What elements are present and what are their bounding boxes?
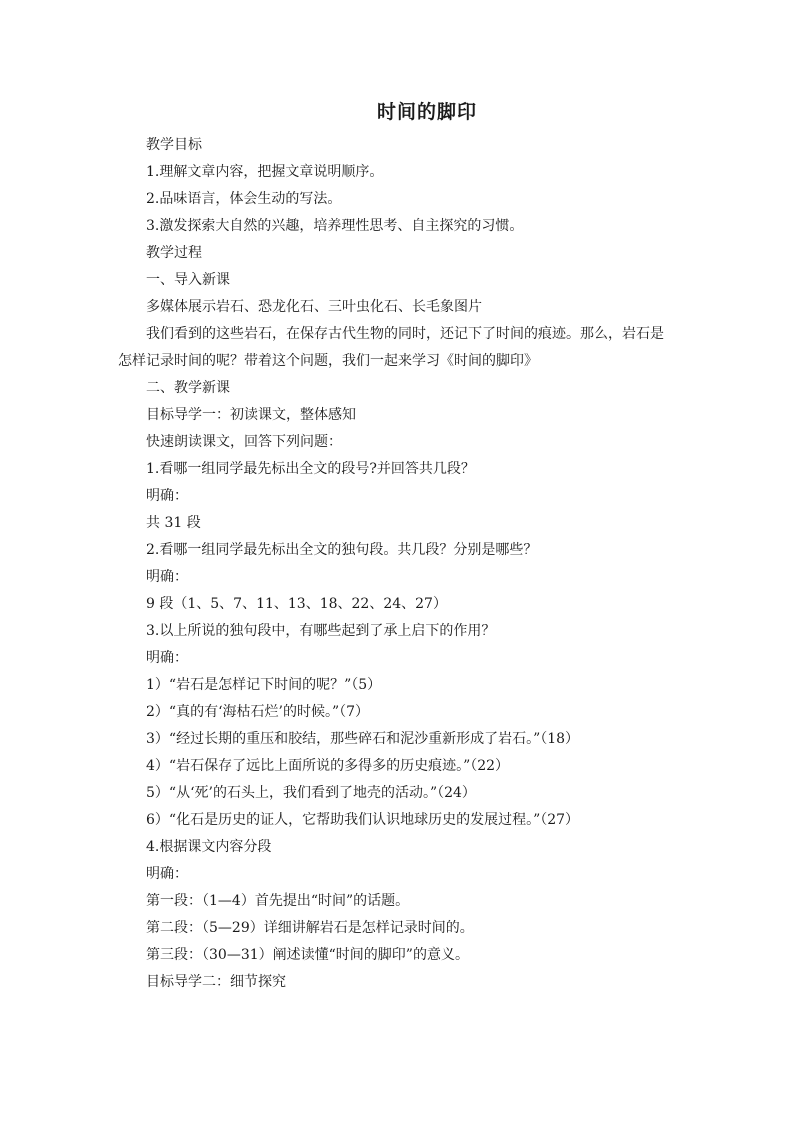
list-item: 4）“岩石保存了远比上面所说的多得多的历史痕迹。”（22） [146, 758, 510, 774]
section-heading: 目标导学二：细节探究 [146, 974, 286, 990]
list-item: 2）“真的有‘海枯石烂’的时候。”（7） [146, 704, 370, 720]
paragraph: 3.激发探索大自然的兴趣，培养理性思考、自主探究的习惯。 [146, 218, 524, 234]
answer: 共 31 段 [146, 515, 201, 531]
answer-label: 明确： [146, 650, 188, 666]
list-item: 第一段：（1—4）首先提出“时间”的话题。 [146, 893, 410, 909]
section-heading: 教学过程 [146, 245, 202, 261]
question: 1.看哪一组同学最先标出全文的段号?并回答共几段？ [146, 461, 475, 477]
list-item: 3）“经过长期的重压和胶结，那些碎石和泥沙重新形成了岩石。”（18） [146, 731, 580, 747]
paragraph: 快速朗读课文，回答下列问题： [146, 434, 342, 450]
section-heading: 教学目标 [146, 137, 202, 153]
question: 4.根据课文内容分段 [146, 839, 272, 855]
section-heading: 二、教学新课 [146, 380, 230, 396]
list-item: 6）“化石是历史的证人，它帮助我们认识地球历史的发展过程。”（27） [146, 812, 580, 828]
question: 2.看哪一组同学最先标出全文的独句段。共几段？分别是哪些？ [146, 542, 538, 558]
paragraph: 目标导学一：初读课文，整体感知 [146, 407, 356, 423]
document-body [118, 132, 676, 996]
list-item: 第二段：（5—29）详细讲解岩石是怎样记录时间的。 [146, 920, 474, 936]
answer-label: 明确： [146, 866, 188, 882]
answer-label: 明确： [146, 569, 188, 585]
list-item: 1）“岩石是怎样记下时间的呢？”（5） [146, 677, 382, 693]
list-item: 5）“从‘死’的石头上，我们看到了地壳的活动。”（24） [146, 785, 476, 801]
document-title: 时间的脚印 [376, 101, 477, 123]
list-item: 第三段：（30—31）阐述读懂“时间的脚印”的意义。 [146, 947, 469, 963]
answer: 9 段（1、5、7、11、13、18、22、24、27） [146, 596, 447, 612]
question: 3.以上所说的独句段中，有哪些起到了承上启下的作用？ [146, 623, 496, 639]
section-heading: 一、导入新课 [146, 272, 230, 288]
paragraph: 多媒体展示岩石、恐龙化石、三叶虫化石、长毛象图片 [146, 299, 482, 315]
paragraph: 1.理解文章内容，把握文章说明顺序。 [146, 164, 384, 180]
answer-label: 明确： [146, 488, 188, 504]
paragraph: 2.品味语言，体会生动的写法。 [146, 191, 342, 207]
paragraph: 我们看到的这些岩石，在保存古代生物的同时，还记下了时间的痕迹。那么，岩石是怎样记录时间的呢？带着这个问题，我们一起来学习《时间的脚印》 [118, 326, 664, 369]
